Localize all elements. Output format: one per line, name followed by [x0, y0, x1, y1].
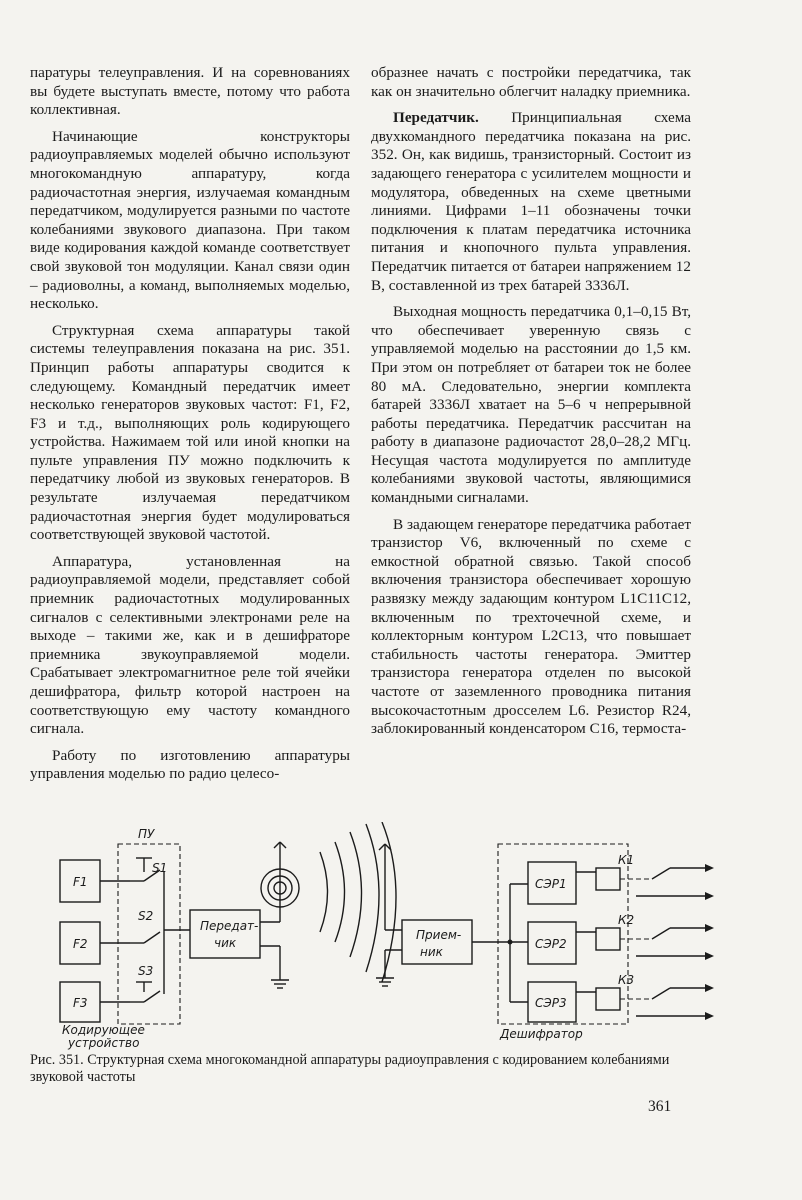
- transmitter-label-1: Передат-: [200, 919, 259, 933]
- paragraph: Работу по изготовлению аппаратуры управления моделью по радио целесо-: [30, 746, 350, 783]
- switch-s3: [130, 982, 160, 1002]
- generator-f1-label: F1: [73, 875, 88, 889]
- paragraph: паратуры телеуправления. И на соревнованиях вы будете выступать вместе, потому что работа коллективная.: [30, 64, 350, 119]
- switch-s3-label: S3: [138, 964, 154, 978]
- relay-k1-coil: [596, 868, 620, 890]
- right-column: [371, 64, 691, 747]
- paragraph: В задающем генераторе передатчика работает транзистор V6, включенный по схеме с емкостной обратной связью. Такой способ включения транзистора обеспечивает хорошую развязку между задающим контуром L1C11C12, включенным по трехточечной схеме, и коллекторным контуром L2C13, что повышает стабильность частоты генератора. Эмиттер транзистора генератора отделен по высокой частоте от заземленного проводника питания высокочастотным дросселем L6. Резистор R24, заблокированный конденсатором C16, термоста-: [371, 515, 691, 738]
- relay-k2-coil: [596, 928, 620, 950]
- paragraph: Аппаратура, установленная на радиоуправляемой модели, представляет собой приемник радиочастотных модулированных сигналов с селективными электронами реле на выходе – такими же, как и в дешифраторе приемника звукоуправляемой модели. Срабатывает электромагнитное реле той ячейки дешифратора, фильтр которой настроен на соответствующую ему частоту командного сигнала.: [30, 552, 350, 738]
- coder-label-1: Кодирующее: [62, 1023, 145, 1037]
- left-column: [30, 64, 350, 792]
- switch-s2: [130, 932, 160, 943]
- generator-f2-label: F2: [73, 937, 88, 951]
- receiver-label-1: Прием-: [416, 928, 462, 942]
- receiver-label-2: ник: [420, 945, 443, 959]
- block-diagram-figure: [30, 822, 750, 1052]
- control-panel-outline: [118, 844, 180, 1024]
- paragraph: Выходная мощность передатчика 0,1–0,15 Вт, что обеспечивает уверенную связь с управляемой моделью на расстоянии до 1,5 км. При этом он потребляет от батареи ток не более 80 мА. Следовательно, энергии комплекта батарей 3336Л хватает на 5–6 ч непрерывной работы передатчика. Передатчик рассчитан на работу в диапазоне радиочастот 28,0–28,2 МГц. Несущая частота модулируется по амплитуде колебаниями звуковой частоты, являющимися командными сигналами.: [371, 303, 691, 507]
- paragraph-text: Принципиальная схема двухкомандного передатчика показана на рис. 352. Он, как видишь, транзисторный. Состоит из задающего генератора с усилителем мощности и модулятора, обведенных на схеме цветными линиями. Цифрами 1–11 обозначены точки подключения к платам передатчика источника питания и кнопочного пульта управления. Передатчик питается от батареи напряжением 12 В, составленной из трех батарей 3336Л.: [371, 109, 691, 294]
- ser2-label: СЭР2: [535, 937, 567, 951]
- ser1-label: СЭР1: [535, 877, 567, 891]
- decoder-label: Дешифратор: [500, 1027, 583, 1041]
- transmitter-label-2: чик: [214, 936, 237, 950]
- ser3-label: СЭР3: [535, 996, 567, 1010]
- coder-label-2: устройство: [68, 1036, 140, 1050]
- relay-k1-label: К1: [618, 853, 635, 867]
- switch-s2-label: S2: [138, 909, 154, 923]
- relay-k3-coil: [596, 988, 620, 1010]
- paragraph: Структурная схема аппаратуры такой системы телеуправления показана на рис. 351. Принцип работы аппаратуры сводится к следующему. Командный передатчик имеет несколько генераторов звуковых частот: F1, F2, F3 и т.д., выполняющих роль кодирующего устройства. Нажимаем той или иной кнопки на пульте управления ПУ можно подключить к передатчику любой из звуковых генераторов. В результате излучаемая передатчиком радиочастотная энергия будет модулироваться соответствующей звуковой частотой.: [30, 321, 350, 544]
- paragraph: Начинающие конструкторы радиоуправляемых моделей обычно используют многокомандную аппаратуру, когда радиочастотная энергия, излучаемая командным передатчиком, модулируется разными по частоте колебаниями звукового диапазона. При таком виде кодирования каждой команде соответствует свой звуковой тон модуляции. Канал связи один – радиоволны, а команд, выполняемых моделью, несколько.: [30, 127, 350, 313]
- relay-k3-label: К3: [618, 973, 635, 987]
- control-panel-label: ПУ: [138, 827, 155, 841]
- section-heading: Передатчик.: [393, 109, 479, 127]
- switch-s1-label: S1: [152, 861, 168, 875]
- relay-contacts: [620, 868, 705, 1016]
- paragraph: образнее начать с постройки передатчика, так как он значительно облегчит наладку приемника.: [371, 64, 691, 100]
- generator-f3-label: F3: [73, 996, 88, 1010]
- paragraph: [371, 109, 691, 295]
- output-arrows-icon: [705, 864, 714, 1020]
- relay-k2-label: К2: [618, 913, 635, 927]
- transmitter-box: [190, 910, 260, 958]
- figure-caption: Рис. 351. Структурная схема многокомандной аппаратуры радиоуправления с кодированием колебаниями звуковой частоты: [30, 1052, 670, 1085]
- page-number: 361: [648, 1098, 672, 1115]
